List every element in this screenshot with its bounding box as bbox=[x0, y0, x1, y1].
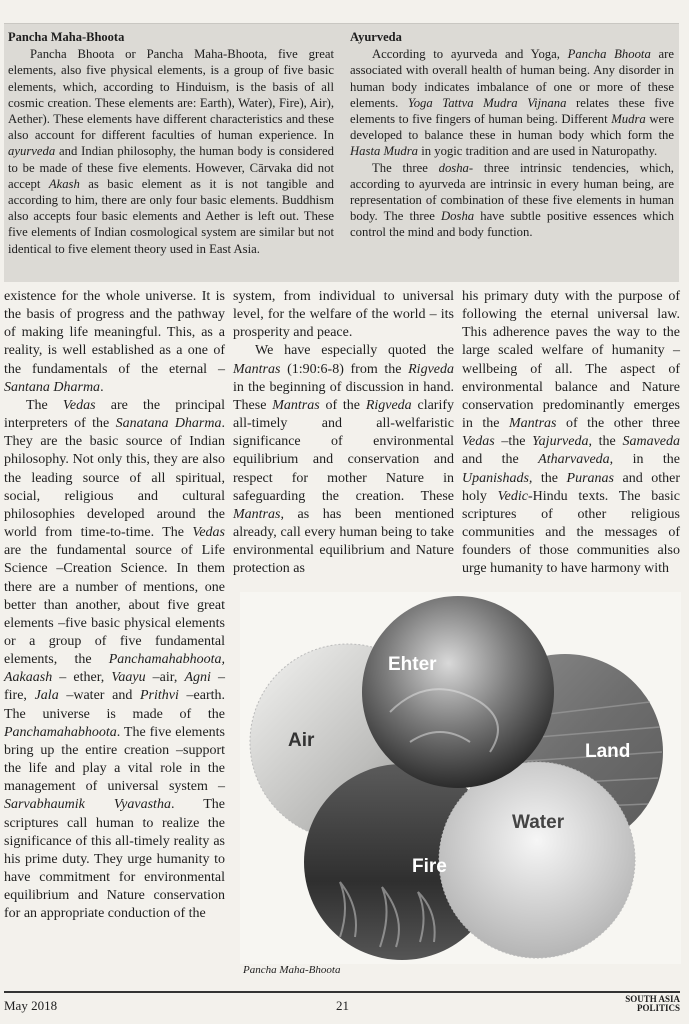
sidebar-column-ayurveda bbox=[350, 29, 674, 241]
article-paragraph: his primary duty with the purpose of following the eternal universal law. This adherence paves the way to the large scaled welfare of humanity – wellbeing of all. The aspect of environmental balance and Nature conservation predominantly emerges in the Mantras of the other three Vedas –the Yajurveda, the Samaveda and the Atharvaveda, in the Upanishads, the Puranas and other holy Vedic-Hindu texts. The basic scriptures of other religious communities and the messages of founders of those communities also urge humanity to have harmony with bbox=[462, 289, 681, 577]
article-paragraph: We have especially quoted the Mantras (1:90:6-8) from the Rigveda in the beginning of discussion in hand. These Mantras of the Rigveda clarify all-timely and all-welfaristic significance of environmental equilibrium and conservation and respect for mother Nature in safeguarding the creation. These Mantras, as has been mentioned already, call every human being to take environmental equilibrium and Nature protection as bbox=[233, 343, 455, 577]
article-column-3 bbox=[462, 288, 680, 579]
article-paragraph: The Vedas are the principal interpreters of the Sanatana Dharma. They are the basic source of Indian philosophy. Not only this, they are also the leading source of all spiritual, social, religious and cultural philosophies developed around the world from time-to-time. The Vedas are the fundamental source of Life Science –Creation Science. In them there are a number of mentions, one better than another, about five great elements –five basic physical elements or a group of five fundamental elements, the Panchamahabhoota, Aakaash – ether, Vaayu –air, Agni –fire, Jala –water and Prithvi –earth. The universe is made of the Panchamahabhoota. The five elements bring up the entire creation –support the life and play a vital role in the management of universal system –Sarvabhaumik Vyavastha. The scriptures call human to realize the significance of this all-timely reality as his prime duty. They urge humanity to have commitment for environmental equilibrium and Nature conservation for an appropriate conduction of the bbox=[4, 397, 226, 922]
sidebar-box bbox=[4, 23, 679, 282]
footer-date: May 2018 bbox=[4, 998, 58, 1013]
water-label: Water bbox=[512, 812, 565, 833]
sidebar-paragraph: Pancha Bhoota or Pancha Maha-Bhoota, five great elements, also five physical elements, is a group of five basic elements, which, according to Hinduism, is the basis of all cosmic creation. These elements are: Earth), Water), Fire), Air), Aether). These elements have different characteristics and these also account for different faculties of human experience. In ayurveda and Indian philosophy, the human body is considered to be made of these five elements. However, Cārvaka did not accept Akash as basic element as it is not tangible and according to him, there are only four basic elements. Buddhism also accepts four basic elements and Aether is left out. These five elements of Indian cosmological system are similar but not identical to five element theory used in East Asia. bbox=[8, 47, 334, 256]
sidebar-heading-ayurveda: Ayurveda bbox=[350, 30, 402, 44]
fire-label: Fire bbox=[412, 856, 447, 877]
footer-rule bbox=[4, 991, 680, 993]
sidebar-column-pancha bbox=[8, 29, 334, 257]
publication-name: SOUTH ASIA POLITICS bbox=[625, 994, 680, 1013]
air-label: Air bbox=[288, 730, 315, 751]
ether-label: Ehter bbox=[388, 654, 437, 675]
article-column-1 bbox=[4, 288, 225, 923]
article-column-2 bbox=[233, 288, 454, 579]
sidebar-paragraph: The three dosha- three intrinsic tendencies, which, according to ayurveda are intrinsic in every human being, are representation of combination of these five elements in human body. The three Dosha have subtle positive essences which control the mind and body function. bbox=[350, 160, 674, 240]
land-label: Land bbox=[585, 741, 631, 762]
figure-caption: Pancha Maha-Bhoota bbox=[243, 964, 341, 976]
article-paragraph: existence for the whole universe. It is the basis of progress and the pathway of making life meaningful. This, as a reality, is well established as a one of the fundamentals of the eternal –Santana Dharma. bbox=[4, 289, 225, 395]
water-circle bbox=[439, 762, 635, 958]
page-number: 21 bbox=[336, 998, 349, 1013]
sidebar-heading-pancha: Pancha Maha-Bhoota bbox=[8, 30, 125, 44]
pancha-maha-bhoota-figure bbox=[240, 592, 681, 964]
five-elements-diagram bbox=[240, 592, 681, 964]
article-paragraph: system, from individual to universal level, for the welfare of the world – its prosperity and peace. bbox=[233, 289, 454, 341]
sidebar-paragraph: According to ayurveda and Yoga, Pancha Bhoota are associated with overall health of human being. Any disorder in human body indicates imbalance of one or more of these elements. Yoga Tattva Mudra Vijnana relates these five elements to five fingers of human being. Different Mudra were developed to balance these in human body which form the Hasta Mudra in yogic tradition and are used in Naturopathy. bbox=[350, 47, 674, 159]
